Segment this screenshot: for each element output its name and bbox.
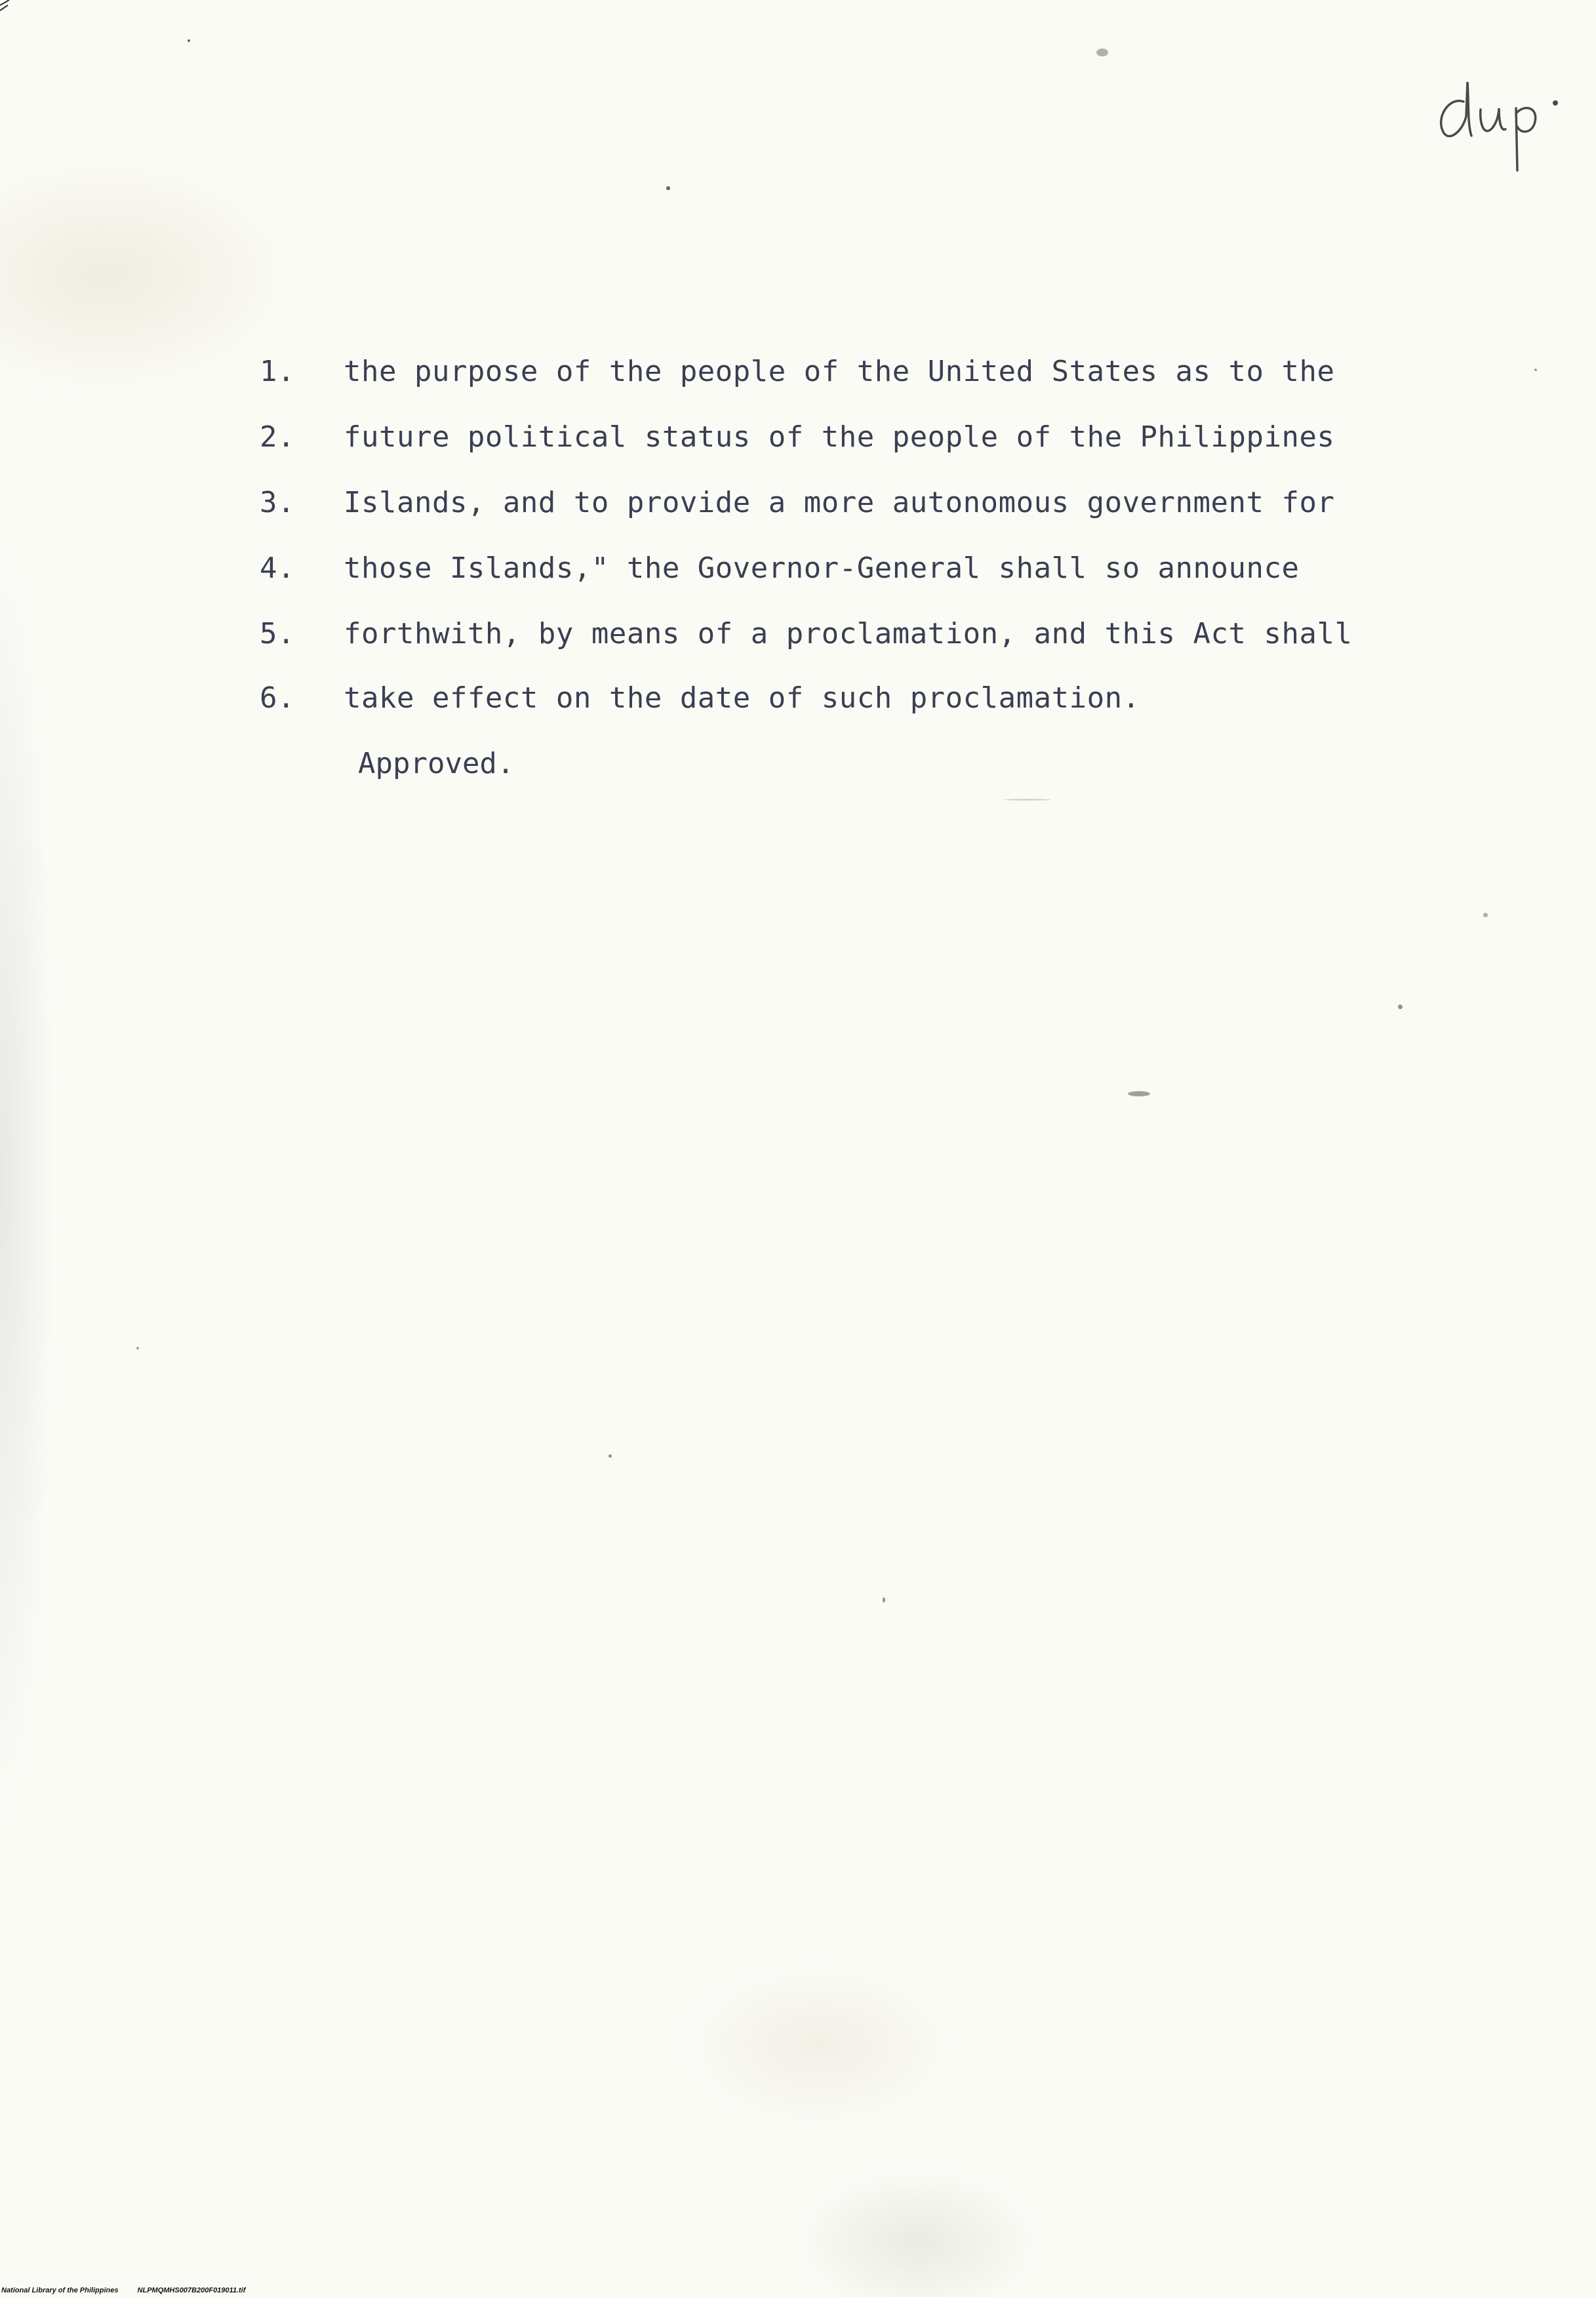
- line-number: 2.: [260, 420, 295, 454]
- footer-institution: National Library of the Philippines: [1, 2287, 119, 2294]
- footer-filename: NLPMQMHS007B200F019011.tif: [137, 2287, 246, 2294]
- line-number: 5.: [260, 617, 295, 650]
- paper-speck: [1096, 49, 1108, 56]
- handwritten-annotation: [1429, 56, 1567, 180]
- paper-speck: [1005, 799, 1050, 801]
- paper-speck: [666, 186, 670, 190]
- line-text: future political status of the people of the Philippines: [344, 420, 1335, 454]
- line-text: those Islands," the Governor-General shall so announce: [344, 551, 1300, 585]
- paper-speck: [1534, 369, 1537, 371]
- paper-speck: [1483, 913, 1488, 917]
- paper-speck: [1398, 1005, 1403, 1009]
- line-text: Islands, and to provide a more autonomous government for: [344, 486, 1335, 519]
- page-corner-mark: [0, 0, 14, 14]
- line-number: 4.: [260, 551, 295, 585]
- scan-footer: [1, 2286, 395, 2295]
- line-text: the purpose of the people of the United States as to the: [344, 355, 1335, 388]
- line-text: take effect on the date of such proclamation.: [344, 681, 1140, 715]
- paper-speck: [1128, 1091, 1150, 1096]
- line-number: 6.: [260, 681, 295, 715]
- line-number: 3.: [260, 486, 295, 519]
- paper-speck: [608, 1454, 612, 1458]
- paper-speck: [188, 39, 190, 42]
- line-text: forthwith, by means of a proclamation, and this Act shall: [344, 617, 1353, 650]
- closing-approved: Approved.: [358, 747, 515, 780]
- paper-speck: [136, 1347, 139, 1349]
- line-number: 1.: [260, 355, 295, 388]
- paper-speck: [883, 1597, 885, 1603]
